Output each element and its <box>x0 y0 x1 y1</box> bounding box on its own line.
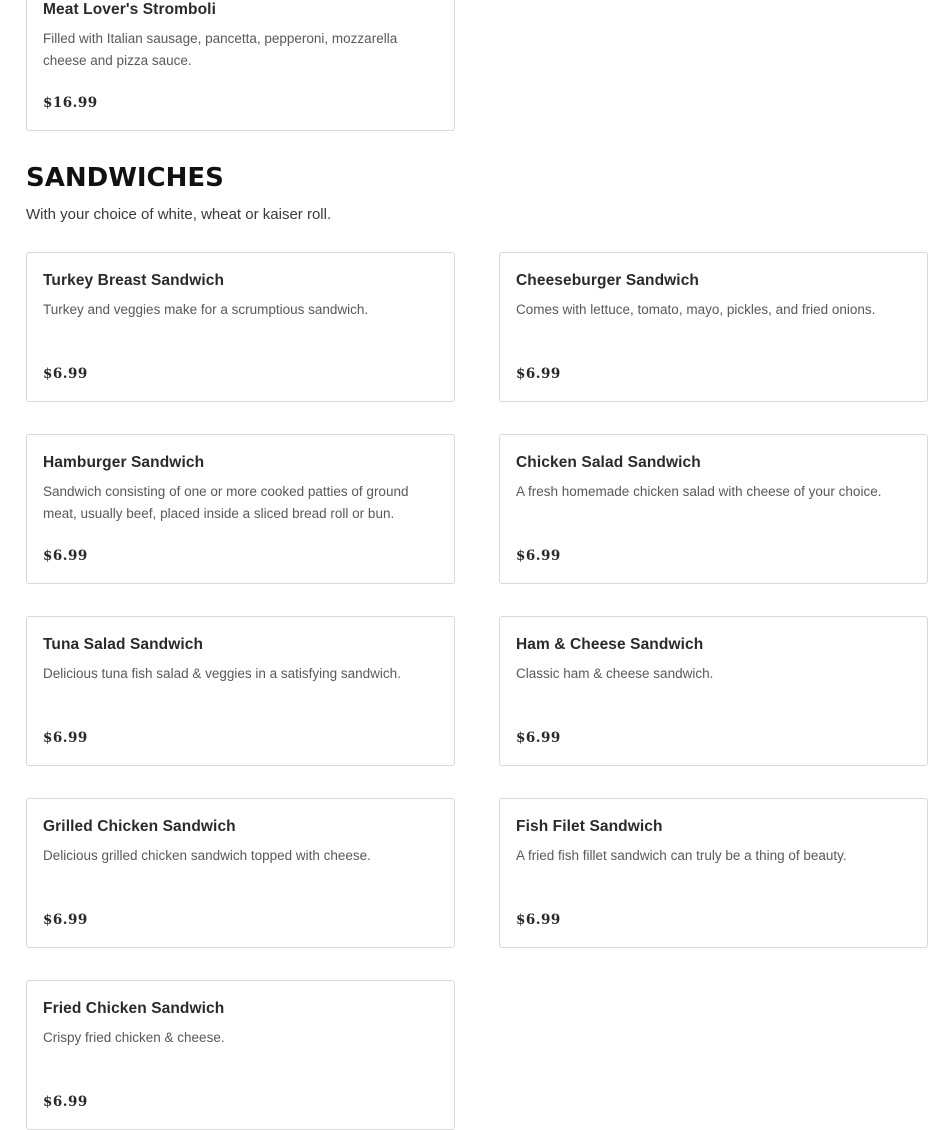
menu-item-price: $6.99 <box>43 366 88 382</box>
menu-item-card-tuna-salad-sandwich[interactable] <box>26 616 455 766</box>
section-subtitle: With your choice of white, wheat or kaiser roll. <box>26 206 332 223</box>
menu-item-price: $6.99 <box>43 730 88 746</box>
menu-item-card-fish-filet-sandwich[interactable] <box>499 798 928 948</box>
menu-item-price: $6.99 <box>516 548 561 564</box>
menu-item-price: $6.99 <box>43 912 88 928</box>
menu-item-description: Filled with Italian sausage, pancetta, pepperoni, mozzarella cheese and pizza sauce. <box>43 31 398 68</box>
menu-item-name: Grilled Chicken Sandwich <box>43 818 236 835</box>
menu-item-description: A fried fish fillet sandwich can truly be a thing of beauty. <box>516 848 847 863</box>
menu-item-card-cheeseburger-sandwich[interactable] <box>499 252 928 402</box>
menu-item-name: Turkey Breast Sandwich <box>43 272 225 289</box>
menu-item-price: $6.99 <box>43 548 88 564</box>
menu-item-description: Sandwich consisting of one or more cooked patties of ground meat, usually beef, placed inside a sliced bread roll or bun. <box>43 484 409 521</box>
menu-item-price: $6.99 <box>516 730 561 746</box>
menu-item-name: Chicken Salad Sandwich <box>516 454 701 471</box>
menu-item-name: Hamburger Sandwich <box>43 454 205 471</box>
menu-item-description: Turkey and veggies make for a scrumptious sandwich. <box>43 302 369 317</box>
menu-item-description: A fresh homemade chicken salad with cheese of your choice. <box>516 484 882 499</box>
menu-item-price: $6.99 <box>43 1094 88 1110</box>
menu-item-price: $6.99 <box>516 366 561 382</box>
menu-item-price: $16.99 <box>43 95 98 111</box>
menu-item-name: Ham & Cheese Sandwich <box>516 636 704 653</box>
menu-item-card-hamburger-sandwich[interactable] <box>26 434 455 584</box>
section-title-sandwiches: SANDWICHES <box>26 163 224 193</box>
menu-item-name: Fish Filet Sandwich <box>516 818 663 835</box>
menu-item-card-turkey-breast-sandwich[interactable] <box>26 252 455 402</box>
menu-item-name: Meat Lover's Stromboli <box>43 1 216 18</box>
menu-item-card-chicken-salad-sandwich[interactable] <box>499 434 928 584</box>
menu-item-name: Tuna Salad Sandwich <box>43 636 204 653</box>
menu-item-name: Cheeseburger Sandwich <box>516 272 699 289</box>
menu-item-card-fried-chicken-sandwich[interactable] <box>26 980 455 1130</box>
menu-item-card-meat-lovers-stromboli[interactable] <box>26 0 455 131</box>
menu-item-card-ham-cheese-sandwich[interactable] <box>499 616 928 766</box>
menu-item-description: Comes with lettuce, tomato, mayo, pickles, and fried onions. <box>516 302 876 317</box>
menu-item-price: $6.99 <box>516 912 561 928</box>
menu-item-name: Fried Chicken Sandwich <box>43 1000 225 1017</box>
menu-item-card-grilled-chicken-sandwich[interactable] <box>26 798 455 948</box>
menu-item-description: Crispy fried chicken & cheese. <box>43 1030 225 1045</box>
menu-item-description: Delicious grilled chicken sandwich topped with cheese. <box>43 848 371 863</box>
menu-item-description: Delicious tuna fish salad & veggies in a satisfying sandwich. <box>43 666 401 681</box>
menu-item-description: Classic ham & cheese sandwich. <box>516 666 714 681</box>
